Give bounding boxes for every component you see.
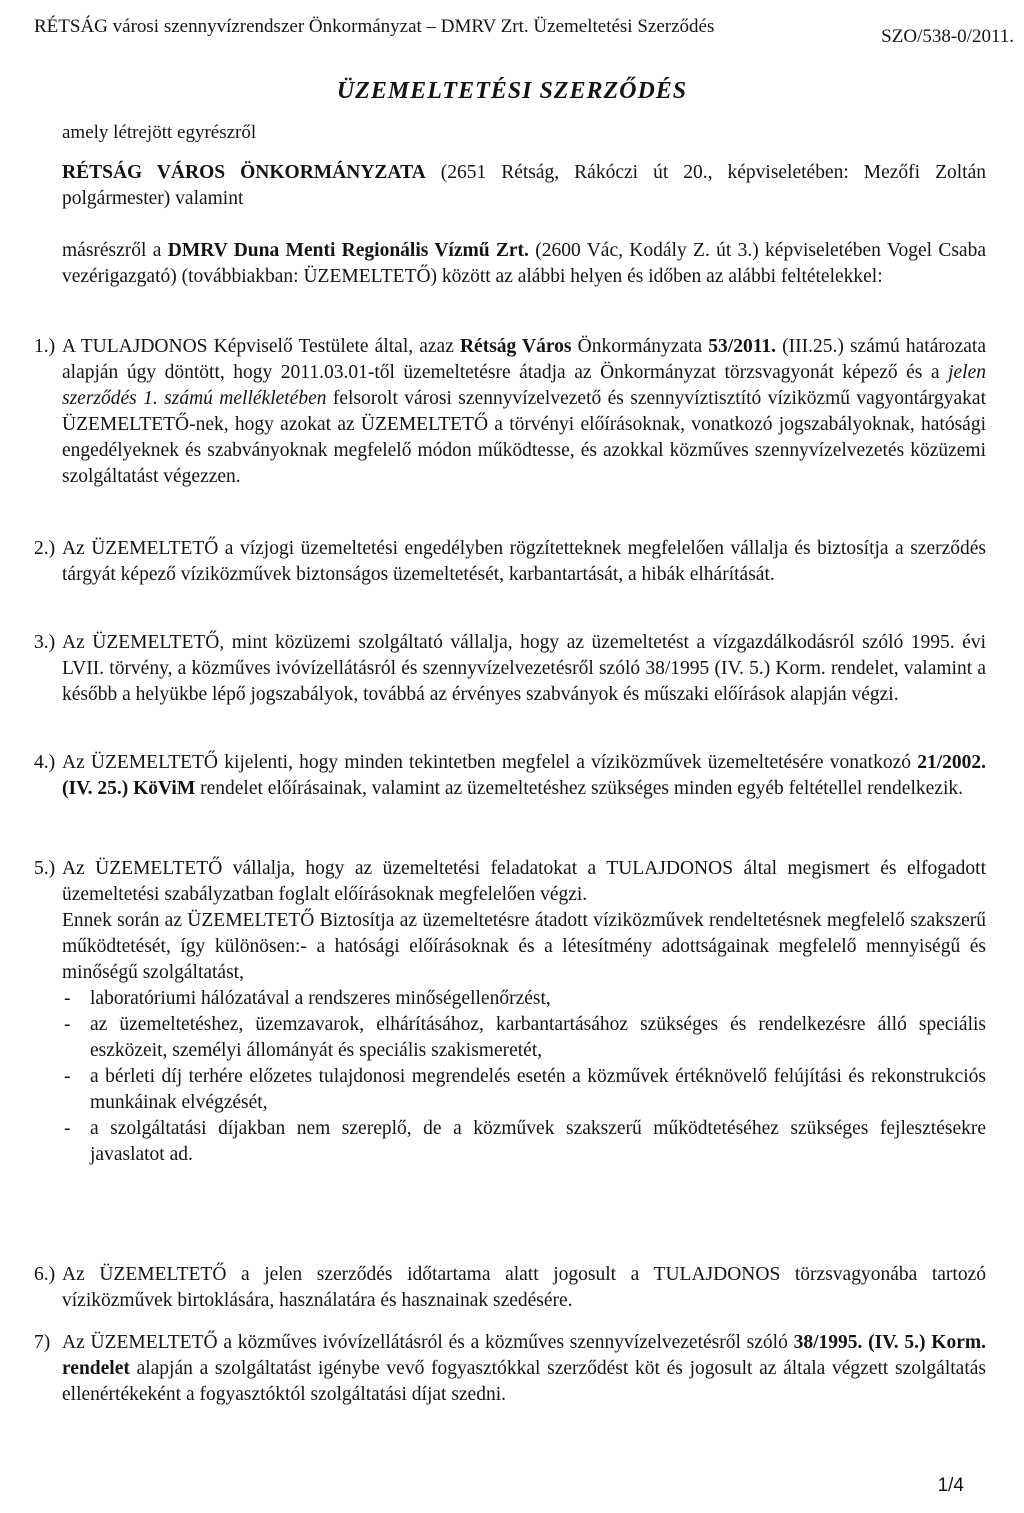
party-two-details: (2600 Vác, Kodály Z. út 3.) képviseletében Vogel Csaba vezérigazgató) (továbbiakban: ÜZEMELTETŐ) között az alábbi helyen és időben az alábbi feltételekkel: [62,240,986,287]
clause-text: alapján a szolgáltatást igénybe vevő fogyasztókkal szerződést köt és jogosult az általa végzett szolgáltatás ellenértékeként a fogyasztóktól szolgáltatási díjat szedni. [62,1358,986,1405]
clause-text: (III.25.) számú határozata alapján úgy döntött, hogy 2011.03.01-től üzemeltetésre átadja az Önkormányzat törzsvagyonát képező és a [62,336,986,383]
clause-1 [34,334,986,490]
list-item: - a szolgáltatási díjakban nem szereplő, de a közművek szakszerű működtetéséhez szükséges fejlesztésekre javaslatot ad. [90,1116,986,1168]
party-two-name: DMRV Duna Menti Regionális Vízmű Zrt. [167,240,529,261]
clause-text: Az ÜZEMELTETŐ a közműves ivóvízellátásról és a közműves szennyvízelvezetésről szóló [62,1332,794,1353]
party-one [62,160,986,212]
clause-text: Az ÜZEMELTETŐ a jelen szerződés időtartama alatt jogosult a TULAJDONOS törzsvagyonába tartozó víziközművek birtoklására, használatára és hasznainak szedésére. [62,1264,986,1311]
party-one-details: (2651 Rétság, Rákóczi út 20., képviseletében: Mezőfi Zoltán polgármester) valamint [62,162,987,209]
clause-5 [34,856,986,1168]
list-item: - laboratóriumi hálózatával a rendszeres minőségellenőrzést, [90,986,986,1012]
clause-text-continued: Ennek során az ÜZEMELTETŐ Biztosítja az üzemeltetésre átadott víziközművek rendeltetésnek megfelelő szakszerű működtetését, így különösen:- a hatósági előírásoknak és a létesítmény adottságainak megfelelő mennyiségű és minőségű szolgáltatást, [62,910,986,983]
clause-text: Az ÜZEMELTETŐ kijelenti, hogy minden tekintetben megfelel a víziközművek üzemeltetésére vonatkozó [62,752,918,773]
clause-text: Önkormányzata [571,336,709,357]
clause-number: 5.) [34,858,56,879]
page-number: 1/4 [937,1475,964,1496]
list-item: - az üzemeltetéshez, üzemzavarok, elhárításához, karbantartásához szükséges és rendelkezésre álló speciális eszközeit, személyi állományát és speciális szakismeretét, [90,1012,986,1064]
clause-text: A TULAJDONOS Képviselő Testülete által, azaz [62,336,460,357]
clause-number: 3.) [34,632,56,653]
clause-number: 6.) [34,1264,56,1285]
clause-6 [34,1262,986,1314]
clause-text: felsorolt városi szennyvízelvezető és szennyvíztisztító víziközmű vagyontárgyakat ÜZEMELTETŐ-nek, hogy azokat az ÜZEMELTETŐ a törvényi előírásoknak, vonatkozó jogszabályoknak, hatósági engedélyeknek és szabványoknak megfelelő módon működtesse, és azokkal közműves szennyvízelvezetés közüzemi szolgáltatást végezzen. [62,388,986,487]
document-title: ÜZEMELTETÉSI SZERZŐDÉS [336,78,688,104]
annex-reference: jelen szerződés 1. számú mellékletében [62,362,986,409]
clause-2 [34,536,986,588]
clause-3 [34,630,986,708]
clause-text: Az ÜZEMELTETŐ a vízjogi üzemeltetési engedélyben rögzítetteknek megfelelően vállalja és biztosítja a szerződés tárgyát képező víziközművek biztonságos üzemeltetését, karbantartását, a hibák elhárítását. [62,538,986,585]
resolution-number: 53/2011. [708,336,777,357]
clause-text: Az ÜZEMELTETŐ, mint közüzemi szolgáltató vállalja, hogy az üzemeltetést a vízgazdálkodásról szóló 1995. évi LVII. törvény, a közműves ivóvízellátásról és szennyvízelvezetésről szóló 38/1995 (IV. 5.) Korm. rendelet, valamint a később a helyükbe lépő jogszabályok, továbbá az érvényes szabványok és műszaki előírások alapján végzi. [62,632,986,705]
party-two-prefix: másrészről a [62,240,168,261]
intro-text: amely létrejött egyrészről [62,122,257,143]
clause-bullet-list [62,986,986,1168]
clause-text: rendelet előírásainak, valamint az üzemeltetéshez szükséges minden egyéb feltétellel rendelkezik. [195,778,963,799]
header-left-text: RÉTSÁG városi szennyvízrendszer Önkormányzat – DMRV Zrt. Üzemeltetési Szerződés [34,16,715,37]
regulation-reference: 38/1995. (IV. 5.) Korm. rendelet [62,1332,986,1379]
document-number: SZO/538-0/2011. [881,26,1014,47]
party-one-name: RÉTSÁG VÁROS ÖNKORMÁNYZATA [62,162,426,183]
regulation-reference: 21/2002. (IV. 25.) KöViM [62,752,986,799]
clause-4 [34,750,986,802]
clause-7 [34,1330,986,1408]
clause-bold-text: Rétság Város [459,336,572,357]
party-two [62,238,986,290]
clause-text: Az ÜZEMELTETŐ vállalja, hogy az üzemeltetési feladatokat a TULAJDONOS által megismert és elfogadott üzemeltetési szabályzatban foglalt előírásoknak megfelelően végzi. [62,858,986,905]
clause-number: 1.) [34,336,56,357]
clause-number: 4.) [34,752,56,773]
page-header [34,14,1014,47]
clause-number: 2.) [34,538,56,559]
list-item: - a bérleti díj terhére előzetes tulajdonosi megrendelés esetén a közművek értéknövelő felújítási és rekonstrukciós munkáinak elvégzését, [90,1064,986,1116]
clause-number: 7) [34,1332,51,1353]
